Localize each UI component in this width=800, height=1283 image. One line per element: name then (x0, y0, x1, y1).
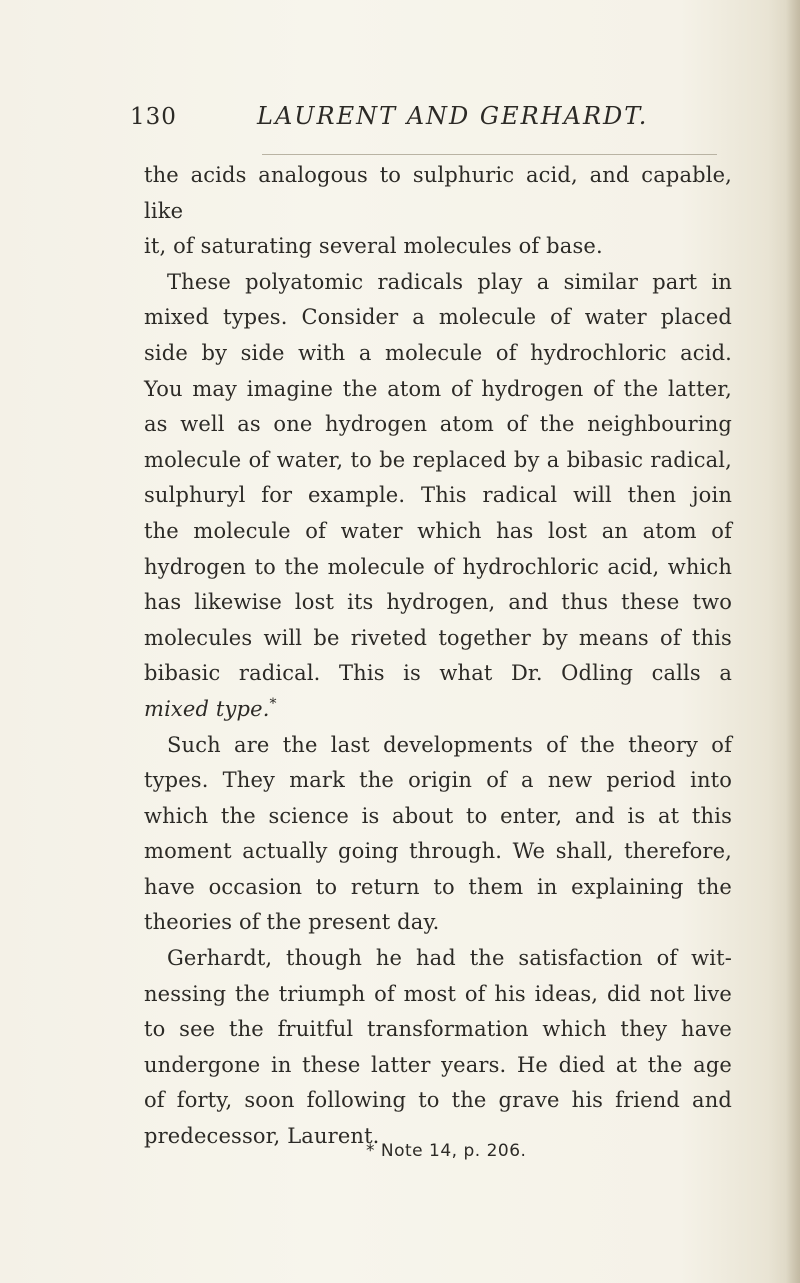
text-line: has likewise lost its hydrogen, and thus these two (144, 590, 732, 615)
text-line: types. They mark the origin of a new period into (144, 768, 732, 793)
text-line: You may imagine the atom of hydrogen of the latter, (144, 376, 732, 401)
italic-phrase: mixed type. (144, 696, 270, 721)
text-line: have occasion to return to them in explaining the (144, 874, 732, 899)
text-line: to see the fruitful transformation which they have (144, 1017, 732, 1042)
body-text (144, 158, 732, 1155)
text-line: hydrogen to the molecule of hydrochloric acid, which (144, 554, 732, 579)
text-line: moment actually going through. We shall, therefore, (144, 839, 732, 864)
text-line: molecules will be riveted together by means of this (144, 625, 732, 650)
footnote-marker[interactable]: * (269, 695, 277, 712)
text-line: Such are the last developments of the theory of (167, 732, 732, 757)
text-line: sulphuryl for example. This radical will then join (144, 483, 732, 508)
text-line: Gerhardt, though he had the satisfaction of wit- (167, 946, 732, 971)
text-line: bibasic radical. This is what Dr. Odling calls a (144, 661, 732, 686)
text-line: the acids analogous to sulphuric acid, and capable, like (144, 163, 732, 223)
text-line: the molecule of water which has lost an atom of (144, 518, 732, 543)
header-rule (262, 154, 717, 155)
text-line: it, of saturating several molecules of base. (144, 234, 603, 259)
text-line: molecule of water, to be replaced by a bibasic radical, (144, 447, 732, 472)
text-line: mixed types. Consider a molecule of water placed (144, 305, 732, 330)
text-line: theories of the present day. (144, 910, 440, 935)
page-edge-shadow (786, 0, 800, 1283)
text-line: undergone in these latter years. He died at the age (144, 1052, 732, 1077)
text-line: nessing the triumph of most of his ideas, did not live (144, 981, 732, 1006)
running-title: LAURENT AND GERHARDT. (257, 102, 649, 130)
footnote: * Note 14, p. 206. (366, 1141, 527, 1161)
text-line: of forty, soon following to the grave his friend and (144, 1088, 732, 1113)
page-number: 130 (130, 104, 177, 130)
text-line: These polyatomic radicals play a similar part in (167, 269, 732, 294)
running-head (130, 104, 730, 144)
text-line (144, 692, 732, 728)
text-line: predecessor, Laurent. (144, 1124, 380, 1149)
text-line: side by side with a molecule of hydrochloric acid. (144, 340, 732, 365)
text-line: which the science is about to enter, and is at this (144, 803, 732, 828)
text-line: as well as one hydrogen atom of the neighbouring (144, 412, 732, 437)
